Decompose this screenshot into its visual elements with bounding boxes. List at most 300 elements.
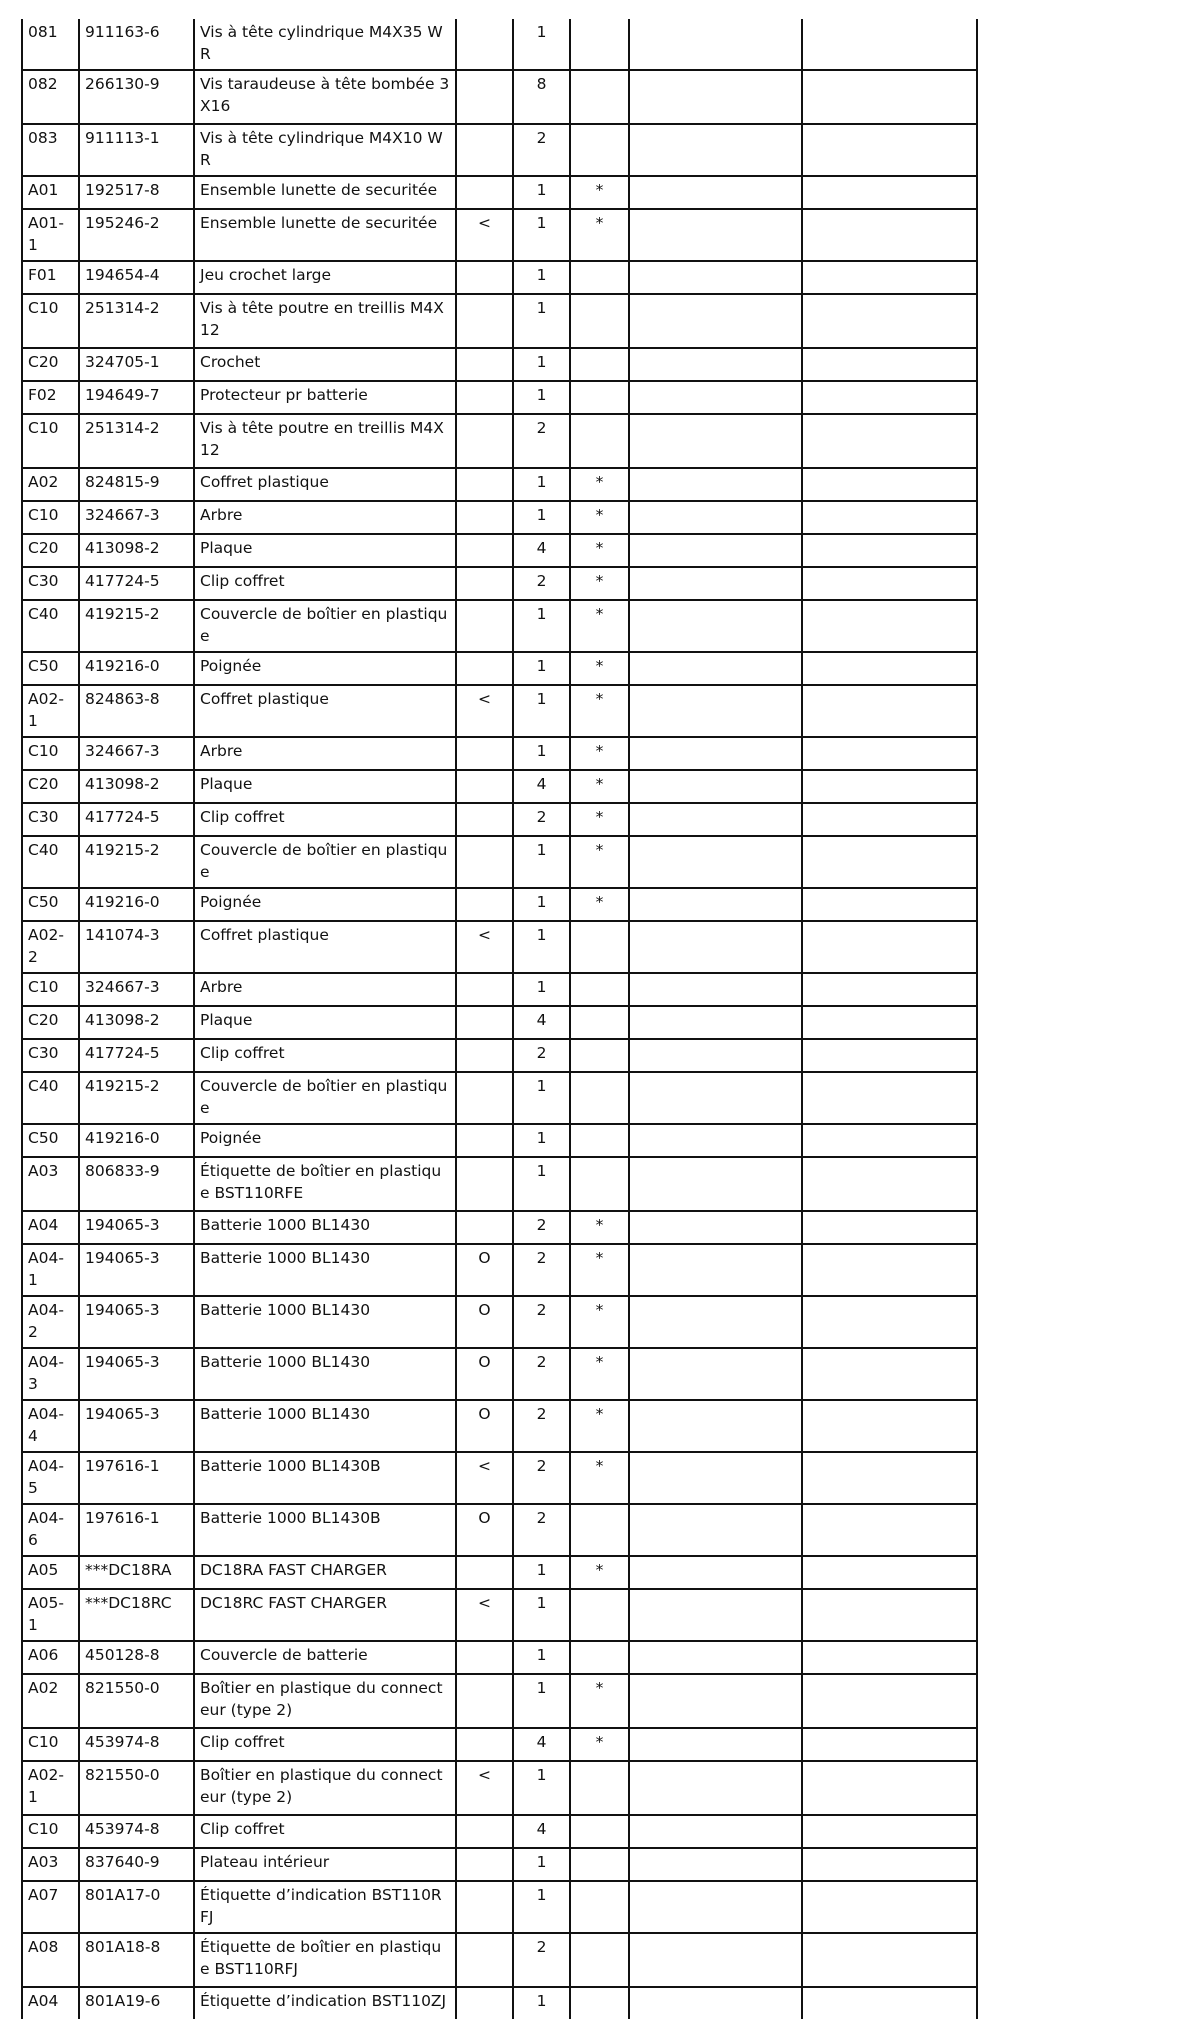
part-description: Batterie 1000 BL1430B (194, 1452, 456, 1504)
blank-cell (629, 921, 802, 973)
table-row (22, 468, 977, 501)
change-note (456, 770, 513, 803)
table-row (22, 1556, 977, 1589)
part-description: Plaque (194, 770, 456, 803)
blank-cell (629, 1348, 802, 1400)
blank-cell (802, 1124, 977, 1157)
blank-cell (802, 1933, 977, 1987)
blank-cell (629, 1157, 802, 1211)
blank-cell (629, 70, 802, 124)
part-description: Étiquette d’indication BST110RFJ (194, 1881, 456, 1933)
part-description: Clip coffret (194, 1815, 456, 1848)
table-row (22, 124, 977, 176)
quantity: 1 (513, 1556, 570, 1589)
part-number: 194649-7 (79, 381, 194, 414)
blank-cell (802, 1348, 977, 1400)
part-description: Coffret plastique (194, 468, 456, 501)
table-row (22, 770, 977, 803)
blank-cell (802, 685, 977, 737)
part-description: Poignée (194, 888, 456, 921)
change-note (456, 1157, 513, 1211)
blank-cell (802, 1211, 977, 1244)
table-row (22, 261, 977, 294)
change-note: O (456, 1400, 513, 1452)
change-note (456, 1641, 513, 1674)
part-number: 419215-2 (79, 600, 194, 652)
part-number: 453974-8 (79, 1815, 194, 1848)
change-note (456, 973, 513, 1006)
quantity: 1 (513, 685, 570, 737)
blank-cell (629, 294, 802, 348)
part-number: 417724-5 (79, 803, 194, 836)
table-row (22, 888, 977, 921)
blank-cell (802, 803, 977, 836)
change-note: < (456, 209, 513, 261)
availability-mark (570, 1072, 629, 1124)
part-description: Clip coffret (194, 567, 456, 600)
item-ref: C10 (22, 294, 79, 348)
item-ref: A05 (22, 1556, 79, 1589)
change-note (456, 501, 513, 534)
part-description: DC18RC FAST CHARGER (194, 1589, 456, 1641)
part-description: Arbre (194, 973, 456, 1006)
part-number: 821550-0 (79, 1674, 194, 1728)
part-description: Plaque (194, 534, 456, 567)
blank-cell (629, 468, 802, 501)
blank-cell (802, 888, 977, 921)
availability-mark: * (570, 1452, 629, 1504)
part-number: 197616-1 (79, 1504, 194, 1556)
availability-mark (570, 261, 629, 294)
blank-cell (629, 1452, 802, 1504)
part-description: Couvercle de boîtier en plastique (194, 836, 456, 888)
blank-cell (802, 1244, 977, 1296)
part-description: Vis à tête poutre en treillis M4X12 (194, 294, 456, 348)
part-number: 419216-0 (79, 652, 194, 685)
blank-cell (802, 1039, 977, 1072)
availability-mark (570, 1987, 629, 2019)
availability-mark (570, 348, 629, 381)
availability-mark: * (570, 567, 629, 600)
part-description: Boîtier en plastique du connecteur (type 2) (194, 1674, 456, 1728)
part-description: Clip coffret (194, 803, 456, 836)
part-number: 324705-1 (79, 348, 194, 381)
item-ref: A06 (22, 1641, 79, 1674)
availability-mark: * (570, 600, 629, 652)
part-number: 194065-3 (79, 1400, 194, 1452)
change-note (456, 1674, 513, 1728)
blank-cell (629, 1006, 802, 1039)
quantity: 1 (513, 652, 570, 685)
item-ref: A02 (22, 1674, 79, 1728)
blank-cell (802, 1296, 977, 1348)
blank-cell (629, 1933, 802, 1987)
change-note: < (456, 1761, 513, 1815)
availability-mark (570, 1124, 629, 1157)
table-row (22, 803, 977, 836)
part-number: 417724-5 (79, 567, 194, 600)
blank-cell (802, 1006, 977, 1039)
part-description: Plaque (194, 1006, 456, 1039)
blank-cell (802, 836, 977, 888)
change-note (456, 1124, 513, 1157)
blank-cell (629, 1124, 802, 1157)
blank-cell (629, 652, 802, 685)
blank-cell (629, 261, 802, 294)
change-note (456, 888, 513, 921)
item-ref: 083 (22, 124, 79, 176)
table-row (22, 1987, 977, 2019)
part-description: Vis à tête cylindrique M4X35 WR (194, 19, 456, 70)
blank-cell (802, 1674, 977, 1728)
item-ref: A04 (22, 1987, 79, 2019)
table-row (22, 1244, 977, 1296)
blank-cell (802, 1987, 977, 2019)
item-ref: F02 (22, 381, 79, 414)
part-description: Clip coffret (194, 1039, 456, 1072)
item-ref: 081 (22, 19, 79, 70)
quantity: 2 (513, 1211, 570, 1244)
table-row (22, 1157, 977, 1211)
item-ref: C20 (22, 534, 79, 567)
blank-cell (802, 1504, 977, 1556)
item-ref: C40 (22, 600, 79, 652)
part-number: 194065-3 (79, 1296, 194, 1348)
change-note: O (456, 1504, 513, 1556)
item-ref: A02-2 (22, 921, 79, 973)
availability-mark (570, 1641, 629, 1674)
quantity: 2 (513, 803, 570, 836)
part-description: Couvercle de batterie (194, 1641, 456, 1674)
table-row (22, 1881, 977, 1933)
part-description: Poignée (194, 652, 456, 685)
blank-cell (802, 1452, 977, 1504)
quantity: 2 (513, 1244, 570, 1296)
change-note (456, 534, 513, 567)
table-row (22, 1848, 977, 1881)
change-note (456, 1881, 513, 1933)
blank-cell (629, 1296, 802, 1348)
table-row (22, 294, 977, 348)
blank-cell (802, 348, 977, 381)
blank-cell (629, 1072, 802, 1124)
blank-cell (629, 501, 802, 534)
blank-cell (802, 1072, 977, 1124)
table-row (22, 70, 977, 124)
change-note (456, 261, 513, 294)
quantity: 1 (513, 176, 570, 209)
quantity: 1 (513, 973, 570, 1006)
table-row (22, 1072, 977, 1124)
blank-cell (802, 770, 977, 803)
blank-cell (802, 381, 977, 414)
part-description: Arbre (194, 737, 456, 770)
table-row (22, 414, 977, 468)
change-note (456, 381, 513, 414)
quantity: 2 (513, 1933, 570, 1987)
blank-cell (802, 652, 977, 685)
part-description: Étiquette de boîtier en plastique BST110RFE (194, 1157, 456, 1211)
item-ref: C30 (22, 803, 79, 836)
blank-cell (629, 1556, 802, 1589)
availability-mark: * (570, 1556, 629, 1589)
part-description: Ensemble lunette de securitée (194, 176, 456, 209)
blank-cell (802, 70, 977, 124)
item-ref: A04 (22, 1211, 79, 1244)
item-ref: C10 (22, 414, 79, 468)
change-note (456, 1848, 513, 1881)
blank-cell (629, 1400, 802, 1452)
change-note (456, 414, 513, 468)
item-ref: A04-2 (22, 1296, 79, 1348)
change-note (456, 70, 513, 124)
item-ref: C20 (22, 348, 79, 381)
table-row (22, 1124, 977, 1157)
blank-cell (802, 1761, 977, 1815)
parts-table-body (22, 19, 977, 2019)
item-ref: C20 (22, 770, 79, 803)
quantity: 1 (513, 1589, 570, 1641)
quantity: 1 (513, 600, 570, 652)
item-ref: C40 (22, 1072, 79, 1124)
part-description: Batterie 1000 BL1430 (194, 1211, 456, 1244)
quantity: 1 (513, 1674, 570, 1728)
availability-mark (570, 973, 629, 1006)
quantity: 2 (513, 1296, 570, 1348)
blank-cell (802, 1815, 977, 1848)
item-ref: A03 (22, 1848, 79, 1881)
table-row (22, 567, 977, 600)
quantity: 4 (513, 1006, 570, 1039)
blank-cell (629, 1244, 802, 1296)
availability-mark (570, 124, 629, 176)
item-ref: C10 (22, 1815, 79, 1848)
part-description: Vis taraudeuse à tête bombée 3X16 (194, 70, 456, 124)
part-number: 419215-2 (79, 1072, 194, 1124)
part-number: 192517-8 (79, 176, 194, 209)
blank-cell (629, 209, 802, 261)
item-ref: A03 (22, 1157, 79, 1211)
blank-cell (629, 567, 802, 600)
part-description: Crochet (194, 348, 456, 381)
part-description: Couvercle de boîtier en plastique (194, 1072, 456, 1124)
change-note (456, 1815, 513, 1848)
blank-cell (629, 534, 802, 567)
item-ref: A04-3 (22, 1348, 79, 1400)
part-number: 194065-3 (79, 1244, 194, 1296)
quantity: 2 (513, 414, 570, 468)
blank-cell (629, 737, 802, 770)
part-number: 194654-4 (79, 261, 194, 294)
change-note (456, 19, 513, 70)
change-note: < (456, 1589, 513, 1641)
table-row (22, 381, 977, 414)
part-number: 801A17-0 (79, 1881, 194, 1933)
change-note (456, 652, 513, 685)
availability-mark (570, 414, 629, 468)
availability-mark: * (570, 836, 629, 888)
blank-cell (802, 414, 977, 468)
availability-mark: * (570, 176, 629, 209)
part-number: 251314-2 (79, 414, 194, 468)
quantity: 1 (513, 19, 570, 70)
part-number: 824815-9 (79, 468, 194, 501)
availability-mark: * (570, 803, 629, 836)
part-description: Boîtier en plastique du connecteur (type 2) (194, 1761, 456, 1815)
change-note: < (456, 685, 513, 737)
change-note (456, 567, 513, 600)
blank-cell (629, 1728, 802, 1761)
quantity: 1 (513, 921, 570, 973)
table-row (22, 176, 977, 209)
blank-cell (802, 1589, 977, 1641)
quantity: 1 (513, 1987, 570, 2019)
table-row (22, 737, 977, 770)
item-ref: A02 (22, 468, 79, 501)
table-row (22, 1815, 977, 1848)
blank-cell (802, 1157, 977, 1211)
table-row (22, 209, 977, 261)
blank-cell (629, 1815, 802, 1848)
availability-mark (570, 1589, 629, 1641)
part-description: Couvercle de boîtier en plastique (194, 600, 456, 652)
availability-mark (570, 1006, 629, 1039)
availability-mark: * (570, 534, 629, 567)
availability-mark (570, 1039, 629, 1072)
item-ref: A01-1 (22, 209, 79, 261)
availability-mark: * (570, 1296, 629, 1348)
quantity: 2 (513, 124, 570, 176)
blank-cell (629, 973, 802, 1006)
part-description: Batterie 1000 BL1430 (194, 1348, 456, 1400)
item-ref: A08 (22, 1933, 79, 1987)
availability-mark: * (570, 770, 629, 803)
part-description: Ensemble lunette de securitée (194, 209, 456, 261)
table-row (22, 501, 977, 534)
item-ref: C40 (22, 836, 79, 888)
quantity: 8 (513, 70, 570, 124)
part-number: 450128-8 (79, 1641, 194, 1674)
part-number: ***DC18RA (79, 1556, 194, 1589)
blank-cell (629, 836, 802, 888)
table-row (22, 685, 977, 737)
availability-mark: * (570, 1400, 629, 1452)
blank-cell (629, 685, 802, 737)
blank-cell (629, 1987, 802, 2019)
availability-mark: * (570, 501, 629, 534)
quantity: 2 (513, 1452, 570, 1504)
part-number: 413098-2 (79, 1006, 194, 1039)
change-note (456, 294, 513, 348)
item-ref: F01 (22, 261, 79, 294)
change-note (456, 468, 513, 501)
item-ref: A05-1 (22, 1589, 79, 1641)
blank-cell (629, 1039, 802, 1072)
item-ref: C10 (22, 1728, 79, 1761)
quantity: 1 (513, 1157, 570, 1211)
item-ref: C50 (22, 1124, 79, 1157)
part-number: 419216-0 (79, 888, 194, 921)
quantity: 2 (513, 1039, 570, 1072)
change-note (456, 176, 513, 209)
item-ref: C50 (22, 652, 79, 685)
item-ref: A04-1 (22, 1244, 79, 1296)
blank-cell (802, 534, 977, 567)
part-description: Arbre (194, 501, 456, 534)
table-row (22, 1728, 977, 1761)
table-row (22, 1039, 977, 1072)
part-number: 413098-2 (79, 534, 194, 567)
part-number: 197616-1 (79, 1452, 194, 1504)
availability-mark: * (570, 1348, 629, 1400)
quantity: 2 (513, 567, 570, 600)
availability-mark: * (570, 1211, 629, 1244)
table-row (22, 1504, 977, 1556)
table-row (22, 1211, 977, 1244)
part-number: 266130-9 (79, 70, 194, 124)
part-description: Clip coffret (194, 1728, 456, 1761)
blank-cell (802, 1881, 977, 1933)
part-number: ***DC18RC (79, 1589, 194, 1641)
change-note (456, 803, 513, 836)
part-number: 801A18-8 (79, 1933, 194, 1987)
blank-cell (802, 1400, 977, 1452)
change-note (456, 600, 513, 652)
blank-cell (629, 381, 802, 414)
part-number: 806833-9 (79, 1157, 194, 1211)
part-number: 417724-5 (79, 1039, 194, 1072)
blank-cell (629, 19, 802, 70)
part-number: 453974-8 (79, 1728, 194, 1761)
table-row (22, 1006, 977, 1039)
part-number: 911113-1 (79, 124, 194, 176)
part-number: 413098-2 (79, 770, 194, 803)
item-ref: C50 (22, 888, 79, 921)
quantity: 1 (513, 737, 570, 770)
part-description: Vis à tête cylindrique M4X10 WR (194, 124, 456, 176)
blank-cell (629, 600, 802, 652)
part-number: 251314-2 (79, 294, 194, 348)
change-note (456, 836, 513, 888)
part-number: 324667-3 (79, 501, 194, 534)
availability-mark (570, 921, 629, 973)
parts-table (21, 19, 978, 2019)
availability-mark (570, 1881, 629, 1933)
change-note: O (456, 1348, 513, 1400)
availability-mark (570, 1761, 629, 1815)
blank-cell (629, 176, 802, 209)
item-ref: A02-1 (22, 1761, 79, 1815)
quantity: 2 (513, 1504, 570, 1556)
availability-mark: * (570, 1244, 629, 1296)
item-ref: A04-6 (22, 1504, 79, 1556)
item-ref: A01 (22, 176, 79, 209)
blank-cell (629, 348, 802, 381)
quantity: 4 (513, 1815, 570, 1848)
item-ref: C10 (22, 501, 79, 534)
item-ref: A07 (22, 1881, 79, 1933)
quantity: 1 (513, 1848, 570, 1881)
part-description: Batterie 1000 BL1430 (194, 1400, 456, 1452)
quantity: 4 (513, 1728, 570, 1761)
quantity: 2 (513, 1400, 570, 1452)
blank-cell (629, 124, 802, 176)
blank-cell (802, 294, 977, 348)
item-ref: C20 (22, 1006, 79, 1039)
change-note (456, 1728, 513, 1761)
quantity: 1 (513, 501, 570, 534)
blank-cell (629, 1504, 802, 1556)
